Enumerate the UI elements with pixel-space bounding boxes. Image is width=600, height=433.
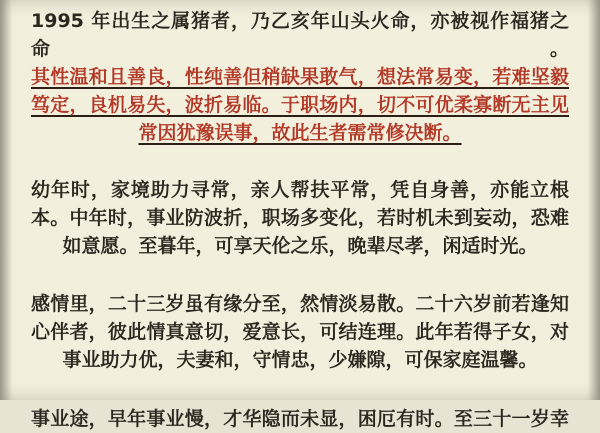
- paragraph-career: [31, 405, 569, 433]
- love-line-3: 事业助力优，夫妻和，守情忠，少嫌隙，可保家庭温馨。: [62, 349, 538, 371]
- warning-line-2: 笃定，良机易失，波折易临。于职场内，切不可优柔寡断无主见: [31, 94, 569, 116]
- life-stages-line-2: 本。中年时，事业防波折，职场多变化，若时机未到妄动，恐难: [31, 207, 569, 229]
- intro-line: 1995 年出生之属猪者，乃乙亥年山头火命，亦被视作福猪之命。: [31, 10, 569, 60]
- life-stages-line-1: 幼年时，家境助力寻常，亲人帮扶平常，凭自身善，亦能立根: [31, 179, 569, 201]
- love-line-1: 感情里，二十三岁虽有缘分至，然情淡易散。二十六岁前若逢知: [31, 293, 569, 315]
- career-line-1: 事业途，早年事业慢，才华隐而未显，困厄有时。至三十一岁幸: [31, 408, 569, 430]
- warning-line-3: 常因犹豫误事，故此生者需常修决断。: [138, 122, 462, 144]
- warning-line-1: 其性温和且善良，性纯善但稍缺果敢气，想法常易变，若难坚毅: [31, 66, 569, 88]
- paragraph-intro-and-warning: [31, 7, 569, 147]
- love-line-2: 心伴者，彼此情真意切，爱意长，可结连理。此年若得子女，对: [31, 321, 569, 343]
- paragraph-life-stages: [31, 176, 569, 260]
- paragraph-love: [31, 290, 569, 374]
- life-stages-line-3: 如意愿。至暮年，可享天伦之乐，晚辈尽孝，闲适时光。: [62, 235, 538, 257]
